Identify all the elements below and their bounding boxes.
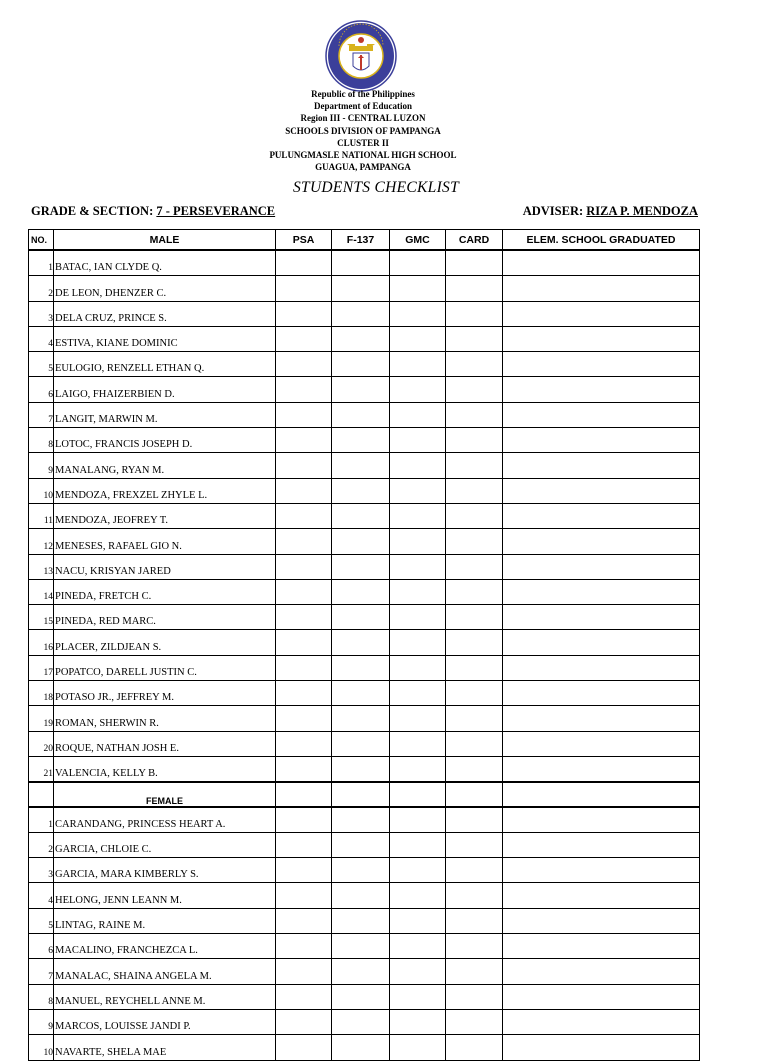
card-cell[interactable]: [446, 402, 503, 427]
psa-cell[interactable]: [276, 655, 332, 680]
card-cell[interactable]: [446, 1035, 503, 1060]
elem-school-cell[interactable]: [503, 681, 700, 706]
male-row-number: 20: [29, 731, 54, 756]
card-cell[interactable]: [446, 352, 503, 377]
male-row-number: 7: [29, 402, 54, 427]
f137-cell[interactable]: [332, 301, 390, 326]
psa-cell[interactable]: [276, 858, 332, 883]
table-row: [29, 250, 700, 276]
female-row-number: 9: [29, 1009, 54, 1034]
male-student-name: NACU, KRISYAN JARED: [54, 554, 276, 579]
table-row: [29, 326, 700, 351]
male-student-name: MENDOZA, JEOFREY T.: [54, 503, 276, 528]
gmc-cell[interactable]: [390, 529, 446, 554]
f137-cell[interactable]: [332, 832, 390, 857]
f137-cell[interactable]: [332, 731, 390, 756]
psa-cell[interactable]: [276, 276, 332, 301]
psa-cell[interactable]: [276, 908, 332, 933]
gmc-cell[interactable]: [390, 655, 446, 680]
f137-cell[interactable]: [332, 630, 390, 655]
card-cell[interactable]: [446, 731, 503, 756]
psa-cell[interactable]: [276, 301, 332, 326]
male-student-name: LAIGO, FHAIZERBIEN D.: [54, 377, 276, 402]
header-line-department: Department of Education: [314, 101, 412, 112]
adviser: [523, 204, 698, 219]
male-row-number: 16: [29, 630, 54, 655]
female-row-number: 1: [29, 807, 54, 833]
deped-seal-icon: [325, 20, 397, 92]
male-row-number: 17: [29, 655, 54, 680]
elem-school-cell[interactable]: [503, 377, 700, 402]
elem-school-cell[interactable]: [503, 959, 700, 984]
elem-school-cell[interactable]: [503, 655, 700, 680]
male-row-number: 14: [29, 579, 54, 604]
male-student-name: PINEDA, RED MARC.: [54, 605, 276, 630]
table-row: [29, 605, 700, 630]
male-student-name: VALENCIA, KELLY B.: [54, 756, 276, 782]
card-cell[interactable]: [446, 1009, 503, 1034]
female-header-row: [29, 782, 700, 806]
card-cell[interactable]: [446, 934, 503, 959]
psa-cell[interactable]: [276, 428, 332, 453]
psa-cell[interactable]: [276, 579, 332, 604]
card-cell[interactable]: [446, 301, 503, 326]
female-student-name: MANALAC, SHAINA ANGELA M.: [54, 959, 276, 984]
psa-cell[interactable]: [276, 529, 332, 554]
gmc-cell[interactable]: [390, 428, 446, 453]
header-line-cluster: CLUSTER II: [337, 137, 389, 148]
elem-school-cell[interactable]: [503, 250, 700, 276]
elem-school-cell[interactable]: [503, 503, 700, 528]
female-rows: [29, 807, 700, 1060]
gmc-cell[interactable]: [390, 1035, 446, 1060]
male-row-number: 10: [29, 478, 54, 503]
male-row-number: 6: [29, 377, 54, 402]
f137-cell[interactable]: [332, 908, 390, 933]
male-student-name: POTASO JR., JEFFREY M.: [54, 681, 276, 706]
gmc-cell[interactable]: [390, 478, 446, 503]
elem-school-cell[interactable]: [503, 579, 700, 604]
gmc-cell[interactable]: [390, 706, 446, 731]
psa-cell[interactable]: [276, 250, 332, 276]
gmc-cell[interactable]: [390, 984, 446, 1009]
male-student-name: EULOGIO, RENZELL ETHAN Q.: [54, 352, 276, 377]
male-student-name: MENDOZA, FREXZEL ZHYLE L.: [54, 478, 276, 503]
psa-cell[interactable]: [276, 731, 332, 756]
female-student-name: NAVARTE, SHELA MAE: [54, 1035, 276, 1060]
female-section-header: [29, 782, 700, 806]
male-student-name: ROQUE, NATHAN JOSH E.: [54, 731, 276, 756]
students-checklist-table: [28, 229, 700, 1061]
male-row-number: 8: [29, 428, 54, 453]
card-cell[interactable]: [446, 428, 503, 453]
psa-cell[interactable]: [276, 1035, 332, 1060]
card-cell[interactable]: [446, 959, 503, 984]
male-student-name: DE LEON, DHENZER C.: [54, 276, 276, 301]
table-row: [29, 453, 700, 478]
female-row-number: 8: [29, 984, 54, 1009]
table-row: [29, 554, 700, 579]
f137-cell[interactable]: [332, 858, 390, 883]
psa-cell[interactable]: [276, 478, 332, 503]
grade-section-value: 7 - PERSEVERANCE: [156, 204, 276, 218]
gmc-cell[interactable]: [390, 681, 446, 706]
psa-cell[interactable]: [276, 681, 332, 706]
psa-cell[interactable]: [276, 934, 332, 959]
gmc-cell[interactable]: [390, 908, 446, 933]
male-student-name: PINEDA, FRETCH C.: [54, 579, 276, 604]
table-row: [29, 301, 700, 326]
f137-cell[interactable]: [332, 1035, 390, 1060]
table-row: [29, 529, 700, 554]
card-cell[interactable]: [446, 984, 503, 1009]
card-cell[interactable]: [446, 655, 503, 680]
elem-school-cell[interactable]: [503, 832, 700, 857]
psa-cell[interactable]: [276, 756, 332, 782]
table-row: [29, 832, 700, 857]
gmc-cell[interactable]: [390, 326, 446, 351]
psa-cell[interactable]: [276, 1009, 332, 1034]
table-row: [29, 428, 700, 453]
gmc-cell[interactable]: [390, 301, 446, 326]
gmc-cell[interactable]: [390, 858, 446, 883]
header-line-school: PULUNGMASLE NATIONAL HIGH SCHOOL: [269, 150, 457, 161]
male-row-number: 21: [29, 756, 54, 782]
male-student-name: BATAC, IAN CLYDE Q.: [54, 250, 276, 276]
male-student-name: LOTOC, FRANCIS JOSEPH D.: [54, 428, 276, 453]
gmc-cell[interactable]: [390, 731, 446, 756]
card-cell[interactable]: [446, 605, 503, 630]
col-header-elem-school: ELEM. SCHOOL GRADUATED: [503, 230, 700, 251]
elem-school-cell[interactable]: [503, 934, 700, 959]
male-student-name: MENESES, RAFAEL GIO N.: [54, 529, 276, 554]
elem-school-cell[interactable]: [503, 402, 700, 427]
card-cell[interactable]: [446, 529, 503, 554]
gmc-cell[interactable]: [390, 1009, 446, 1034]
card-cell[interactable]: [446, 503, 503, 528]
card-cell[interactable]: [446, 858, 503, 883]
table-row: [29, 984, 700, 1009]
table-row: [29, 883, 700, 908]
card-cell[interactable]: [446, 326, 503, 351]
female-student-name: LINTAG, RAINE M.: [54, 908, 276, 933]
card-cell[interactable]: [446, 807, 503, 833]
adviser-label: ADVISER:: [522, 204, 584, 218]
elem-school-cell[interactable]: [503, 1009, 700, 1034]
table-row: [29, 630, 700, 655]
f137-cell[interactable]: [332, 579, 390, 604]
psa-cell[interactable]: [276, 605, 332, 630]
card-cell[interactable]: [446, 681, 503, 706]
table-row: [29, 478, 700, 503]
psa-cell[interactable]: [276, 352, 332, 377]
gmc-cell[interactable]: [390, 807, 446, 833]
f137-cell[interactable]: [332, 250, 390, 276]
male-row-number: 2: [29, 276, 54, 301]
gmc-cell[interactable]: [390, 352, 446, 377]
table-row: [29, 756, 700, 782]
agency-header: [0, 88, 726, 173]
male-row-number: 18: [29, 681, 54, 706]
gmc-cell[interactable]: [390, 377, 446, 402]
female-student-name: HELONG, JENN LEANN M.: [54, 883, 276, 908]
gmc-cell[interactable]: [390, 883, 446, 908]
card-cell[interactable]: [446, 832, 503, 857]
male-student-name: POPATCO, DARELL JUSTIN C.: [54, 655, 276, 680]
f137-cell[interactable]: [332, 478, 390, 503]
psa-cell[interactable]: [276, 706, 332, 731]
table-row: [29, 681, 700, 706]
f137-cell[interactable]: [332, 959, 390, 984]
card-cell[interactable]: [446, 630, 503, 655]
female-row-number: 10: [29, 1035, 54, 1060]
card-cell[interactable]: [446, 554, 503, 579]
card-cell[interactable]: [446, 276, 503, 301]
psa-cell[interactable]: [276, 326, 332, 351]
female-student-name: GARCIA, CHLOIE C.: [54, 832, 276, 857]
elem-school-cell[interactable]: [503, 858, 700, 883]
gmc-cell[interactable]: [390, 402, 446, 427]
header-line-region: Region III - CENTRAL LUZON: [300, 113, 426, 124]
female-student-name: GARCIA, MARA KIMBERLY S.: [54, 858, 276, 883]
table-row: [29, 377, 700, 402]
gmc-cell[interactable]: [390, 250, 446, 276]
male-row-number: 13: [29, 554, 54, 579]
female-row-number: 6: [29, 934, 54, 959]
f137-cell[interactable]: [332, 681, 390, 706]
col-header-card: CARD: [446, 230, 503, 251]
psa-cell[interactable]: [276, 959, 332, 984]
male-row-number: 19: [29, 706, 54, 731]
f137-cell[interactable]: [332, 352, 390, 377]
elem-school-cell[interactable]: [503, 301, 700, 326]
card-cell[interactable]: [446, 250, 503, 276]
card-cell[interactable]: [446, 579, 503, 604]
male-row-number: 4: [29, 326, 54, 351]
table-row: [29, 352, 700, 377]
f137-cell[interactable]: [332, 984, 390, 1009]
gmc-cell[interactable]: [390, 579, 446, 604]
f137-cell[interactable]: [332, 756, 390, 782]
elem-school-cell[interactable]: [503, 807, 700, 833]
psa-cell[interactable]: [276, 807, 332, 833]
f137-cell[interactable]: [332, 503, 390, 528]
gmc-cell[interactable]: [390, 605, 446, 630]
male-student-name: LANGIT, MARWIN M.: [54, 402, 276, 427]
grade-section-label: GRADE & SECTION:: [31, 204, 154, 218]
male-student-name: PLACER, ZILDJEAN S.: [54, 630, 276, 655]
grade-section: [31, 204, 275, 219]
f137-cell[interactable]: [332, 529, 390, 554]
adviser-value: RIZA P. MENDOZA: [586, 204, 698, 218]
female-row-number: 7: [29, 959, 54, 984]
gmc-cell[interactable]: [390, 503, 446, 528]
elem-school-cell[interactable]: [503, 706, 700, 731]
female-row-number: 3: [29, 858, 54, 883]
f137-cell[interactable]: [332, 655, 390, 680]
table-row: [29, 579, 700, 604]
card-cell[interactable]: [446, 756, 503, 782]
female-header-label: FEMALE: [54, 782, 276, 806]
psa-cell[interactable]: [276, 554, 332, 579]
elem-school-cell[interactable]: [503, 352, 700, 377]
f137-cell[interactable]: [332, 1009, 390, 1034]
female-student-name: CARANDANG, PRINCESS HEART A.: [54, 807, 276, 833]
table-row: [29, 655, 700, 680]
table-row: [29, 1035, 700, 1060]
table-row: [29, 276, 700, 301]
psa-cell[interactable]: [276, 402, 332, 427]
f137-cell[interactable]: [332, 934, 390, 959]
gmc-cell[interactable]: [390, 934, 446, 959]
table-header-row: [29, 230, 700, 251]
elem-school-cell[interactable]: [503, 731, 700, 756]
female-header-blank: [29, 782, 54, 806]
table-row: [29, 908, 700, 933]
table-row: [29, 706, 700, 731]
male-student-name: DELA CRUZ, PRINCE S.: [54, 301, 276, 326]
card-cell[interactable]: [446, 478, 503, 503]
gmc-cell[interactable]: [390, 756, 446, 782]
f137-cell[interactable]: [332, 883, 390, 908]
male-student-name: ROMAN, SHERWIN R.: [54, 706, 276, 731]
elem-school-cell[interactable]: [503, 1035, 700, 1060]
col-header-f137: F-137: [332, 230, 390, 251]
psa-cell[interactable]: [276, 984, 332, 1009]
elem-school-cell[interactable]: [503, 478, 700, 503]
col-header-male: MALE: [54, 230, 276, 251]
f137-cell[interactable]: [332, 377, 390, 402]
gmc-cell[interactable]: [390, 832, 446, 857]
psa-cell[interactable]: [276, 883, 332, 908]
table-row: [29, 934, 700, 959]
table-row: [29, 402, 700, 427]
f137-cell[interactable]: [332, 706, 390, 731]
card-cell[interactable]: [446, 706, 503, 731]
document-title: STUDENTS CHECKLIST: [292, 179, 460, 196]
male-row-number: 15: [29, 605, 54, 630]
male-student-name: ESTIVA, KIANE DOMINIC: [54, 326, 276, 351]
f137-cell[interactable]: [332, 276, 390, 301]
col-header-psa: PSA: [276, 230, 332, 251]
f137-cell[interactable]: [332, 428, 390, 453]
f137-cell[interactable]: [332, 554, 390, 579]
header-line-division: SCHOOLS DIVISION OF PAMPANGA: [285, 125, 441, 136]
gmc-cell[interactable]: [390, 453, 446, 478]
elem-school-cell[interactable]: [503, 984, 700, 1009]
gmc-cell[interactable]: [390, 554, 446, 579]
elem-school-cell[interactable]: [503, 453, 700, 478]
header-line-address: GUAGUA, PAMPANGA: [315, 162, 411, 173]
female-student-name: MARCOS, LOUISSE JANDI P.: [54, 1009, 276, 1034]
psa-cell[interactable]: [276, 630, 332, 655]
male-student-name: MANALANG, RYAN M.: [54, 453, 276, 478]
elem-school-cell[interactable]: [503, 908, 700, 933]
card-cell[interactable]: [446, 883, 503, 908]
card-cell[interactable]: [446, 453, 503, 478]
male-row-number: 3: [29, 301, 54, 326]
elem-school-cell[interactable]: [503, 529, 700, 554]
psa-cell[interactable]: [276, 377, 332, 402]
female-student-name: MACALINO, FRANCHEZCA L.: [54, 934, 276, 959]
male-row-number: 11: [29, 503, 54, 528]
psa-cell[interactable]: [276, 832, 332, 857]
elem-school-cell[interactable]: [503, 554, 700, 579]
table-row: [29, 503, 700, 528]
male-rows: [29, 250, 700, 782]
female-student-name: MANUEL, REYCHELL ANNE M.: [54, 984, 276, 1009]
gmc-cell[interactable]: [390, 630, 446, 655]
psa-cell[interactable]: [276, 503, 332, 528]
f137-cell[interactable]: [332, 326, 390, 351]
male-row-number: 5: [29, 352, 54, 377]
table-row: [29, 959, 700, 984]
female-row-number: 2: [29, 832, 54, 857]
psa-cell[interactable]: [276, 453, 332, 478]
f137-cell[interactable]: [332, 807, 390, 833]
male-row-number: 12: [29, 529, 54, 554]
elem-school-cell[interactable]: [503, 605, 700, 630]
gmc-cell[interactable]: [390, 276, 446, 301]
female-row-number: 4: [29, 883, 54, 908]
col-header-no: NO.: [29, 230, 54, 251]
elem-school-cell[interactable]: [503, 883, 700, 908]
elem-school-cell[interactable]: [503, 276, 700, 301]
male-row-number: 9: [29, 453, 54, 478]
f137-cell[interactable]: [332, 453, 390, 478]
f137-cell[interactable]: [332, 402, 390, 427]
table-row: [29, 1009, 700, 1034]
col-header-gmc: GMC: [390, 230, 446, 251]
male-row-number: 1: [29, 250, 54, 276]
card-cell[interactable]: [446, 908, 503, 933]
elem-school-cell[interactable]: [503, 326, 700, 351]
table-row: [29, 731, 700, 756]
female-row-number: 5: [29, 908, 54, 933]
gmc-cell[interactable]: [390, 959, 446, 984]
f137-cell[interactable]: [332, 605, 390, 630]
header-line-republic: Republic of the Philippines: [311, 89, 415, 99]
elem-school-cell[interactable]: [503, 756, 700, 782]
table-row: [29, 807, 700, 833]
elem-school-cell[interactable]: [503, 630, 700, 655]
table-row: [29, 858, 700, 883]
card-cell[interactable]: [446, 377, 503, 402]
elem-school-cell[interactable]: [503, 428, 700, 453]
